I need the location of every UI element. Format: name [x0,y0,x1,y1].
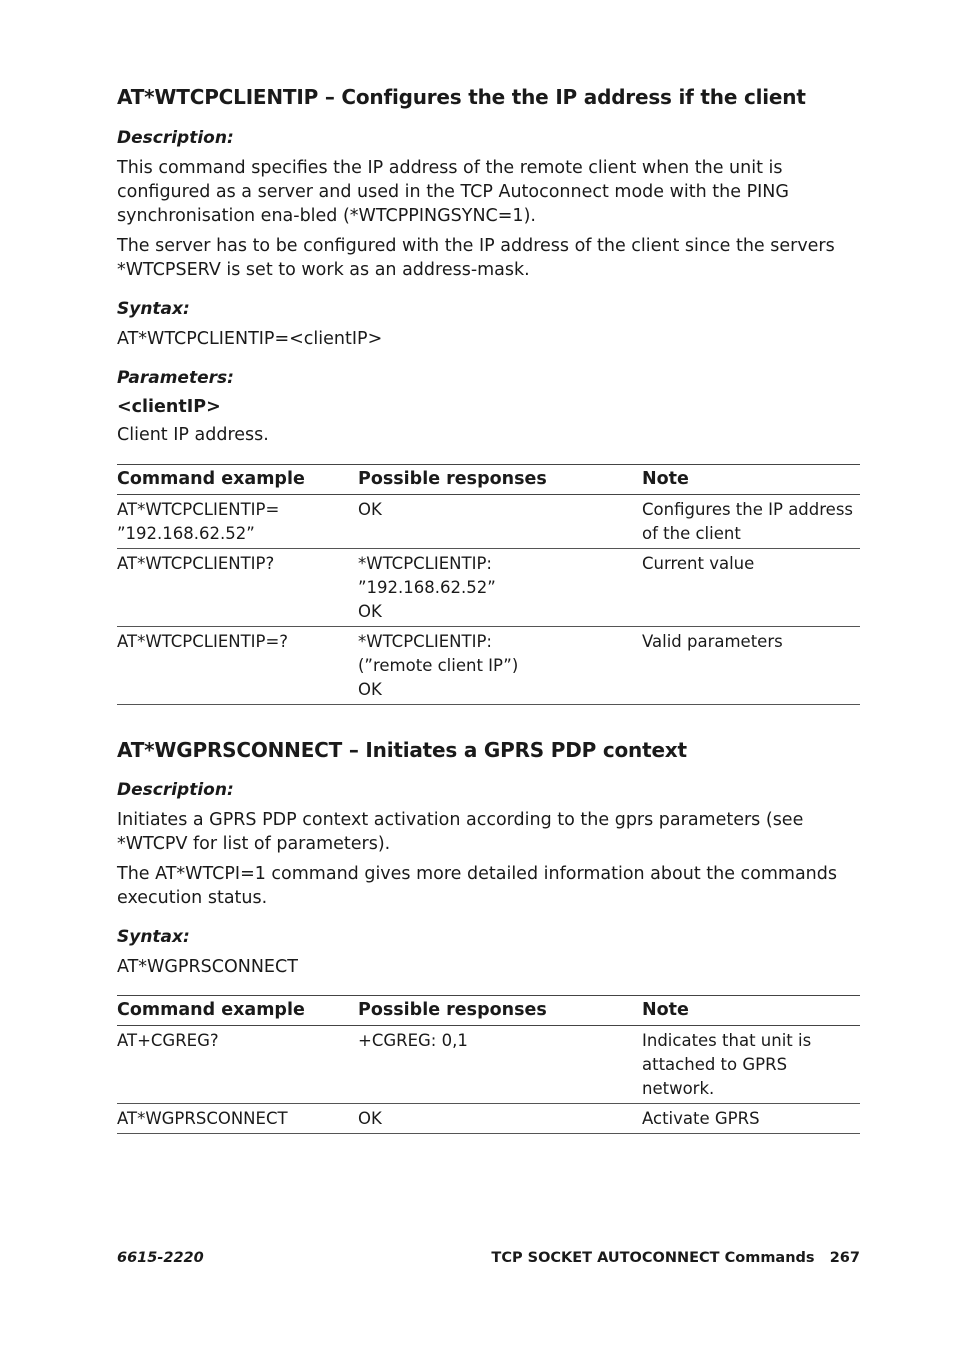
table-row [117,495,860,549]
description-paragraph: This command specifies the IP address of the remote client when the unit is configured as a server and used in the TCP Autoconnect mode with the PING synchronisation ena-bled (*WTCPPINGSYNC=1). [117,158,789,226]
response-cell: *WTCPCLIENTIP: ”192.168.62.52” OK [358,549,642,627]
column-header: Note [642,465,860,495]
section-title-wtcpclientip: AT*WTCPCLIENTIP – Configures the the IP address if the client [117,85,806,109]
description-paragraph: The server has to be configured with the IP address of the client since the servers *WTCPSERV is set to work as an address-mask. [117,236,835,280]
parameters-label: Parameters: [117,368,234,388]
column-header: Possible responses [358,996,642,1026]
syntax-label: Syntax: [117,299,190,319]
description-label: Description: [117,780,234,800]
description-paragraph: The AT*WTCPI=1 command gives more detailed information about the commands execution status. [117,864,837,908]
response-cell: OK [358,495,642,549]
footer-section-and-page [491,1250,860,1266]
note-cell: Activate GPRS [642,1104,860,1134]
column-header: Command example [117,465,358,495]
footer-section-title: TCP SOCKET AUTOCONNECT Commands [491,1250,815,1266]
note-cell: Configures the IP address of the client [642,495,860,549]
document-number: 6615-2220 [117,1250,204,1266]
parameter-description: Client IP address. [117,425,269,445]
note-cell: Indicates that unit is attached to GPRS network. [642,1026,860,1104]
response-cell: *WTCPCLIENTIP: (”remote client IP”) OK [358,627,642,705]
response-cell: +CGREG: 0,1 [358,1026,642,1104]
command-table [117,995,860,1134]
syntax-text: AT*WTCPCLIENTIP=<clientIP> [117,329,383,349]
syntax-label: Syntax: [117,927,190,947]
column-header: Possible responses [358,465,642,495]
command-cell: AT*WTCPCLIENTIP? [117,549,358,627]
column-header: Note [642,996,860,1026]
section-title-wgprsconnect: AT*WGPRSCONNECT – Initiates a GPRS PDP context [117,738,687,762]
command-table [117,464,860,705]
syntax-text: AT*WGPRSCONNECT [117,957,298,977]
response-cell: OK [358,1104,642,1134]
table-row [117,627,860,705]
command-cell: AT*WTCPCLIENTIP= ”192.168.62.52” [117,495,358,549]
table-row [117,549,860,627]
parameter-name: <clientIP> [117,397,221,417]
page-number: 267 [829,1250,860,1266]
note-cell: Valid parameters [642,627,860,705]
table-row [117,1026,860,1104]
command-cell: AT*WGPRSCONNECT [117,1104,358,1134]
description-label: Description: [117,128,234,148]
command-cell: AT*WTCPCLIENTIP=? [117,627,358,705]
table-row [117,1104,860,1134]
column-header: Command example [117,996,358,1026]
page-content [117,84,860,1134]
description-paragraph: Initiates a GPRS PDP context activation according to the gprs parameters (see *WTCPV for list of parameters). [117,810,804,854]
command-cell: AT+CGREG? [117,1026,358,1104]
note-cell: Current value [642,549,860,627]
